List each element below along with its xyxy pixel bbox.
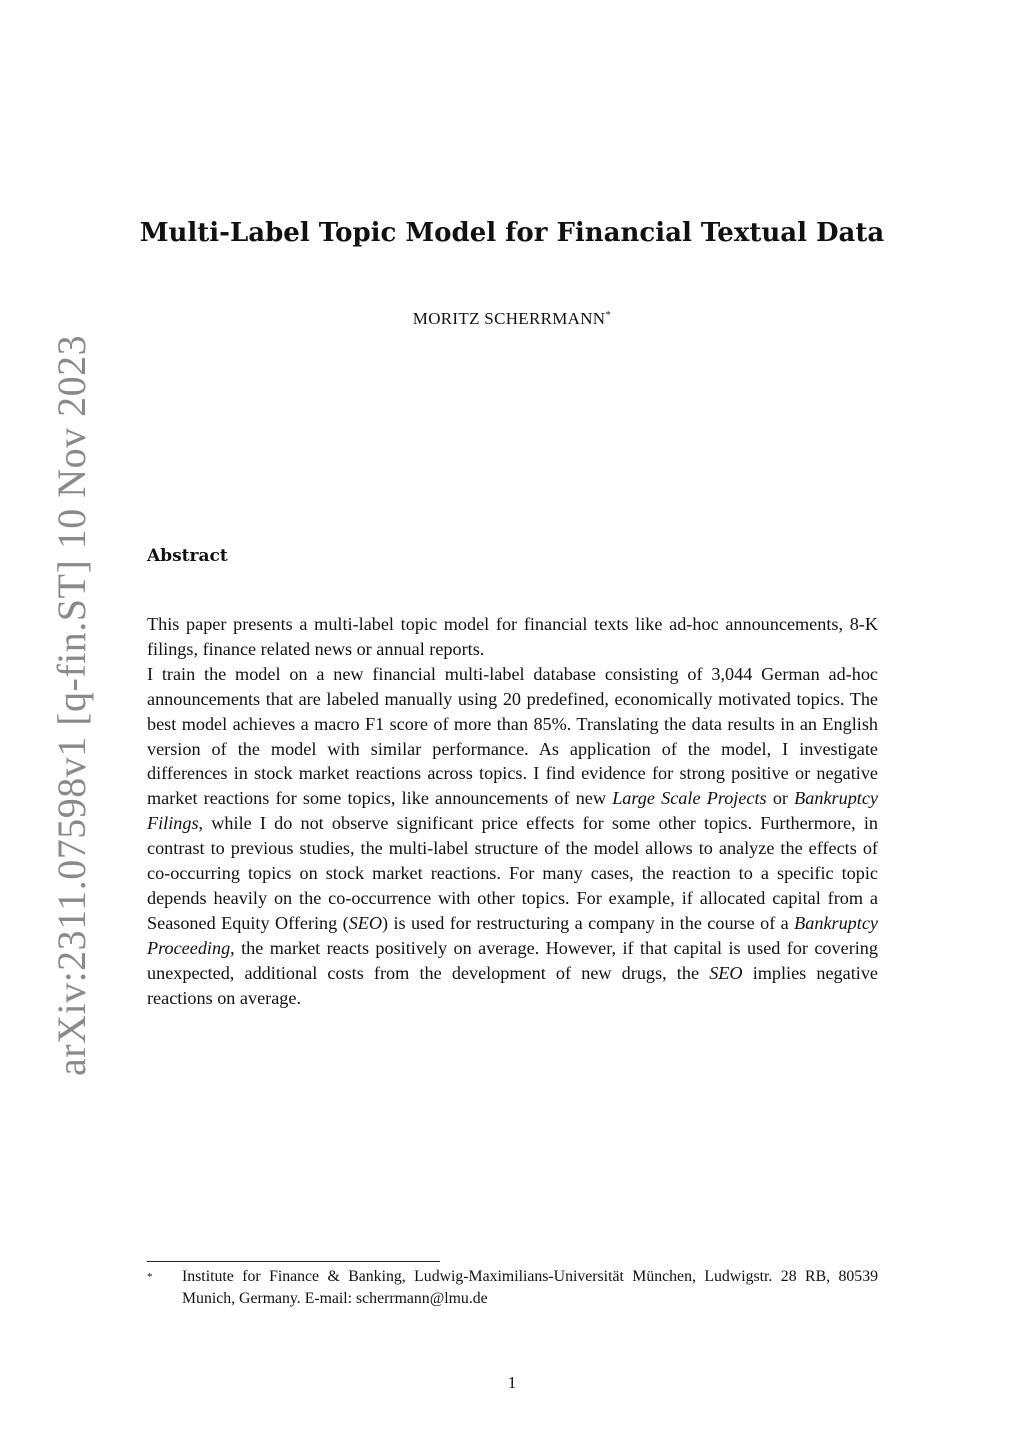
- abstract-text: , while I do not observe significant price effects for some other topics. Furthermore, in contrast to previous studies, the multi-label structure of the model allows to analyze the effects of co-occurring topics on stock market reactions. For many cases, the reaction to a specific topic depends heavily on the co-occurrence with other topics. For example, if allocated capital from a Seasoned Equity Offering (: [147, 813, 878, 933]
- abstract-body: [147, 612, 878, 1011]
- abstract-text: , the market reacts positively on average. However, if that capital is used for covering unexpected, additional costs from the development of new drugs, the: [147, 937, 878, 983]
- author-line: [0, 309, 1024, 329]
- abstract-paragraph-2: [147, 662, 878, 1011]
- abstract-paragraph-1: This paper presents a multi-label topic model for financial texts like ad-hoc announcements, 8-K filings, finance related news or annual reports.: [147, 614, 878, 659]
- page-number: 1: [507, 1373, 517, 1392]
- abstract-text: implies negative reactions on average.: [147, 962, 878, 1008]
- abstract-emphasis: Bankruptcy Filings: [147, 788, 878, 834]
- paper-title: Multi-Label Topic Model for Financial Textual Data: [139, 218, 885, 248]
- abstract-emphasis: Bankruptcy Proceeding: [147, 912, 878, 958]
- abstract-text: I train the model on a new financial multi-label database consisting of 3,044 German ad-hoc announcements that are labeled manually using 20 predefined, economically motivated topics. The best model achieves a macro F1 score of more than 85%. Translating the data results in an English version of the model with similar performance. As application of the model, I investigate differences in stock market reactions across topics. I find evidence for strong positive or negative market reactions for some topics, like announcements of new: [147, 663, 878, 809]
- footnote-divider: [147, 1261, 440, 1262]
- author-footnote-mark: *: [605, 309, 612, 321]
- abstract-emphasis: SEO: [348, 912, 383, 933]
- arxiv-identifier-stamp: arXiv:2311.07598v1 [q-fin.ST] 10 Nov 2023: [49, 334, 94, 1076]
- abstract-emphasis: SEO: [709, 962, 743, 983]
- footnote-text: Institute for Finance & Banking, Ludwig-Maximilians-Universität München, Ludwigstr. 28 RB, 80539 Munich, Germany. E-mail: scherrmann@lmu.de: [182, 1268, 878, 1307]
- footnote: [147, 1266, 878, 1310]
- abstract-text: ) is used for restructuring a company in the course of a: [382, 912, 795, 933]
- footnote-mark: *: [147, 1271, 153, 1283]
- author-name: MORITZ SCHERRMANN: [412, 309, 606, 328]
- abstract-emphasis: Large Scale Projects: [612, 788, 767, 809]
- abstract-text: or: [766, 788, 795, 809]
- abstract-heading: Abstract: [147, 546, 228, 566]
